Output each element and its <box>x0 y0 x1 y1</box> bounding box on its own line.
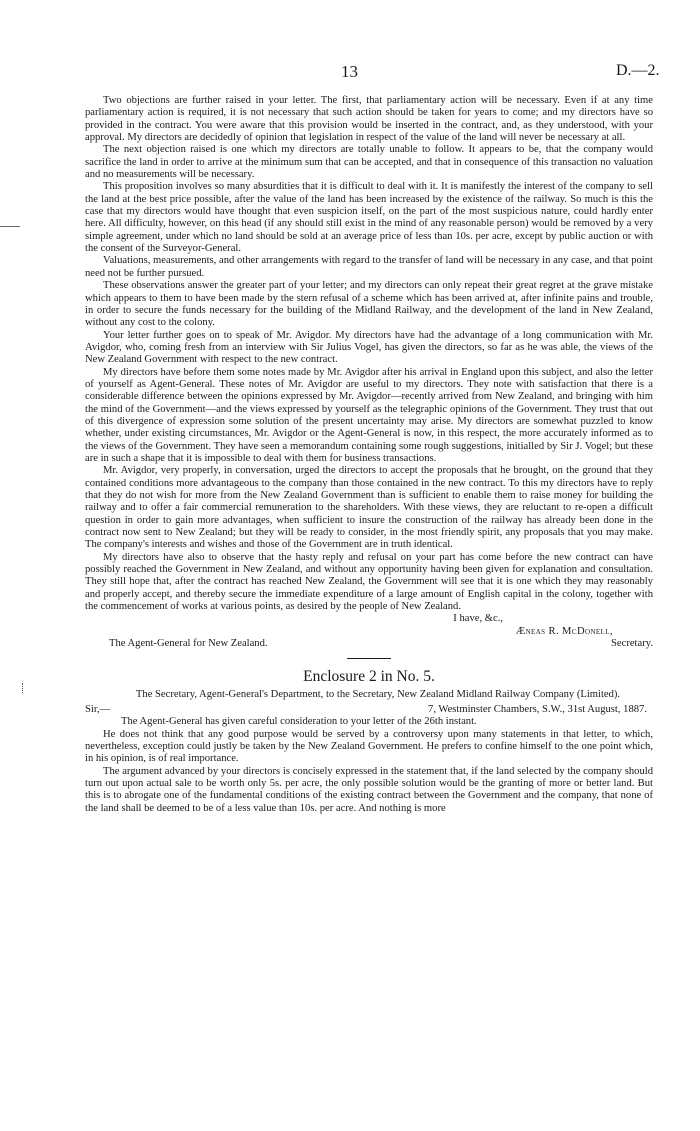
sender-address: 7, Westminster Chambers, S.W., 31st August, 1887. <box>428 703 647 715</box>
salutation-row <box>85 704 653 716</box>
paragraph: He does not think that any good purpose would be served by a controversy upon many statements in that letter, to which, nevertheless, exception could justly be taken by the New Zealand Government. He prefers to confine himself to the one point which, in his opinion, is of real importance. <box>85 728 653 765</box>
signatory-title: Secretary. <box>611 638 653 650</box>
salutation: Sir,— <box>85 703 111 715</box>
document-reference: D.—2. <box>616 62 660 79</box>
paragraph: Your letter further goes on to speak of Mr. Avigdor. My directors have had the advantage of a long communication with Mr. Avigdor, who, coming fresh from an interview with Sir Julius Vogel, has given the directors, so far as he was able, the views of the New Zealand Government with respect to the new contract. <box>85 329 653 366</box>
signatory-name: Æneas R. McDonell, <box>515 625 613 637</box>
paragraph: Two objections are further raised in your letter. The first, that parliamentary action will be necessary. Even if at any time parliamentary action is required, it is not necessary that such action should be taken for years to come; and my directors have so provided in the contract. You were aware that this provision would be inserted in the contract, and, as they understood, with your approval. My directors are decidedly of opinion that legislation in respect of the value of the land will never be necessary at all. <box>85 95 653 144</box>
letter-body <box>85 95 653 650</box>
paragraph: These observations answer the greater part of your letter; and my directors can only repeat their great regret at the grave mistake which appears to them to have been made by the stern refusal of a scheme which has been arrived at, after infinite pains and trouble, in order to secure the funds necessary for the building of the Midland Railway, and the development of the land in New Zealand, without any cost to the colony. <box>85 280 653 329</box>
paragraph: The argument advanced by your directors is concisely expressed in the statement that, if the land selected by the company should turn out upon actual sale to be worth only 5s. per acre, the only possible solution would be the granting of more or better land. But this is to abrogate one of the fundamental conditions of the existing contract between the Government and the company, that none of the land shall be deemed to be of a less value than 10s. per acre. And nothing is more <box>85 765 653 814</box>
enclosure-heading: The Secretary, Agent-General's Department, to the Secretary, New Zealand Midland Railway Company (Limited). <box>135 689 621 701</box>
enclosure-title: Enclosure 2 in No. 5. <box>85 668 653 686</box>
margin-mark <box>0 226 20 227</box>
enclosure-section <box>85 668 653 814</box>
paragraph: The next objection raised is one which my directors are totally unable to follow. It appears to be, that the company would sacrifice the land in order to arrive at the minimum sum that can be accepted, and that in consequence of this transaction no valuation and no measurements will be necessary. <box>85 144 653 181</box>
letter-closing: I have, &c., <box>453 613 503 625</box>
paragraph: My directors have also to observe that the hasty reply and refusal on your part has come before the new contract can have possibly reached the Government in New Zealand, and without any opportunity having been given for explanation and consultation. They still hope that, after the contract has reached New Zealand, the Government will see that it is one which they may reasonably and properly accept, and thereby secure the immediate expenditure of a large amount of English capital in the colony, together with the commencement of works at various points, as desired by the people of New Zealand. <box>85 551 653 613</box>
margin-mark <box>22 683 29 693</box>
paragraph: Valuations, measurements, and other arrangements with regard to the transfer of land will be necessary in any case, and that point need not be further pursued. <box>85 255 653 279</box>
paragraph: This proposition involves so many absurdities that it is difficult to deal with it. It is manifestly the interest of the company to sell the land at the best price possible, after the value of the land has been increased by the existence of the railway. So much is this the case that my directors would have thought that even suspicion itself, on the part of the most suspicious nature, could hardly enter here. All difficulty, however, on this head (if any should still exist in the mind of any reasonable person) would be removed by a very simple agreement, under which no land should be sold at an average price of less than 10s. per acre, except by public auction or with the consent of the Surveyor-General. <box>85 181 653 255</box>
addressee: The Agent-General for New Zealand. <box>109 638 268 650</box>
paragraph: My directors have before them some notes made by Mr. Avigdor after his arrival in England upon this subject, and also the letter of yourself as Agent-General. These notes of Mr. Avigdor are useful to my directors. They note with satisfaction that there is a considerable difference between the opinions expressed by Mr. Avigdor—recently arrived from New Zealand, and bringing with him the mind of the Government—and the views expressed by yourself as the telegraphic opinions of the Government. They trust that out of this divergence of expression some solution of the present uncertainty may arise. My directors are somewhat puzzled to know whether, under existing circumstances, Mr. Avigdor or the Agent-General is now, in this respect, the more accurately informed as to the views of the Government. They have seen a memorandum containing some rough suggestions, initialled by Sir J. Vogel; but these are in such a shape that it is impossible to deal with them for business transactions. <box>85 366 653 464</box>
page-body <box>85 95 653 815</box>
paragraph: Mr. Avigdor, very properly, in conversation, urged the directors to accept the proposals that he brought, on the ground that they contained conditions more advantageous to the company than those contained in the new contract. To this my directors have to reply that they do not wish for more from the New Zealand Government than is sufficient to enable them to raise money for building the railway and to offer a fair commercial remuneration to the shareholders. With these views, they are reluctant to re-open a difficult question in order to gain more advantages, when sufficient to insure the construction of the railway has already been done in the contract now sent to New Zealand; but they will be ready to consider, in the most friendly spirit, any proposals that you may make. The company's interests and wishes and those of the Government are in truth identical. <box>85 465 653 551</box>
paragraph: The Agent-General has given careful consideration to your letter of the 26th instant. <box>121 716 477 728</box>
signature-row <box>85 638 653 650</box>
page-number: 13 <box>341 62 358 81</box>
